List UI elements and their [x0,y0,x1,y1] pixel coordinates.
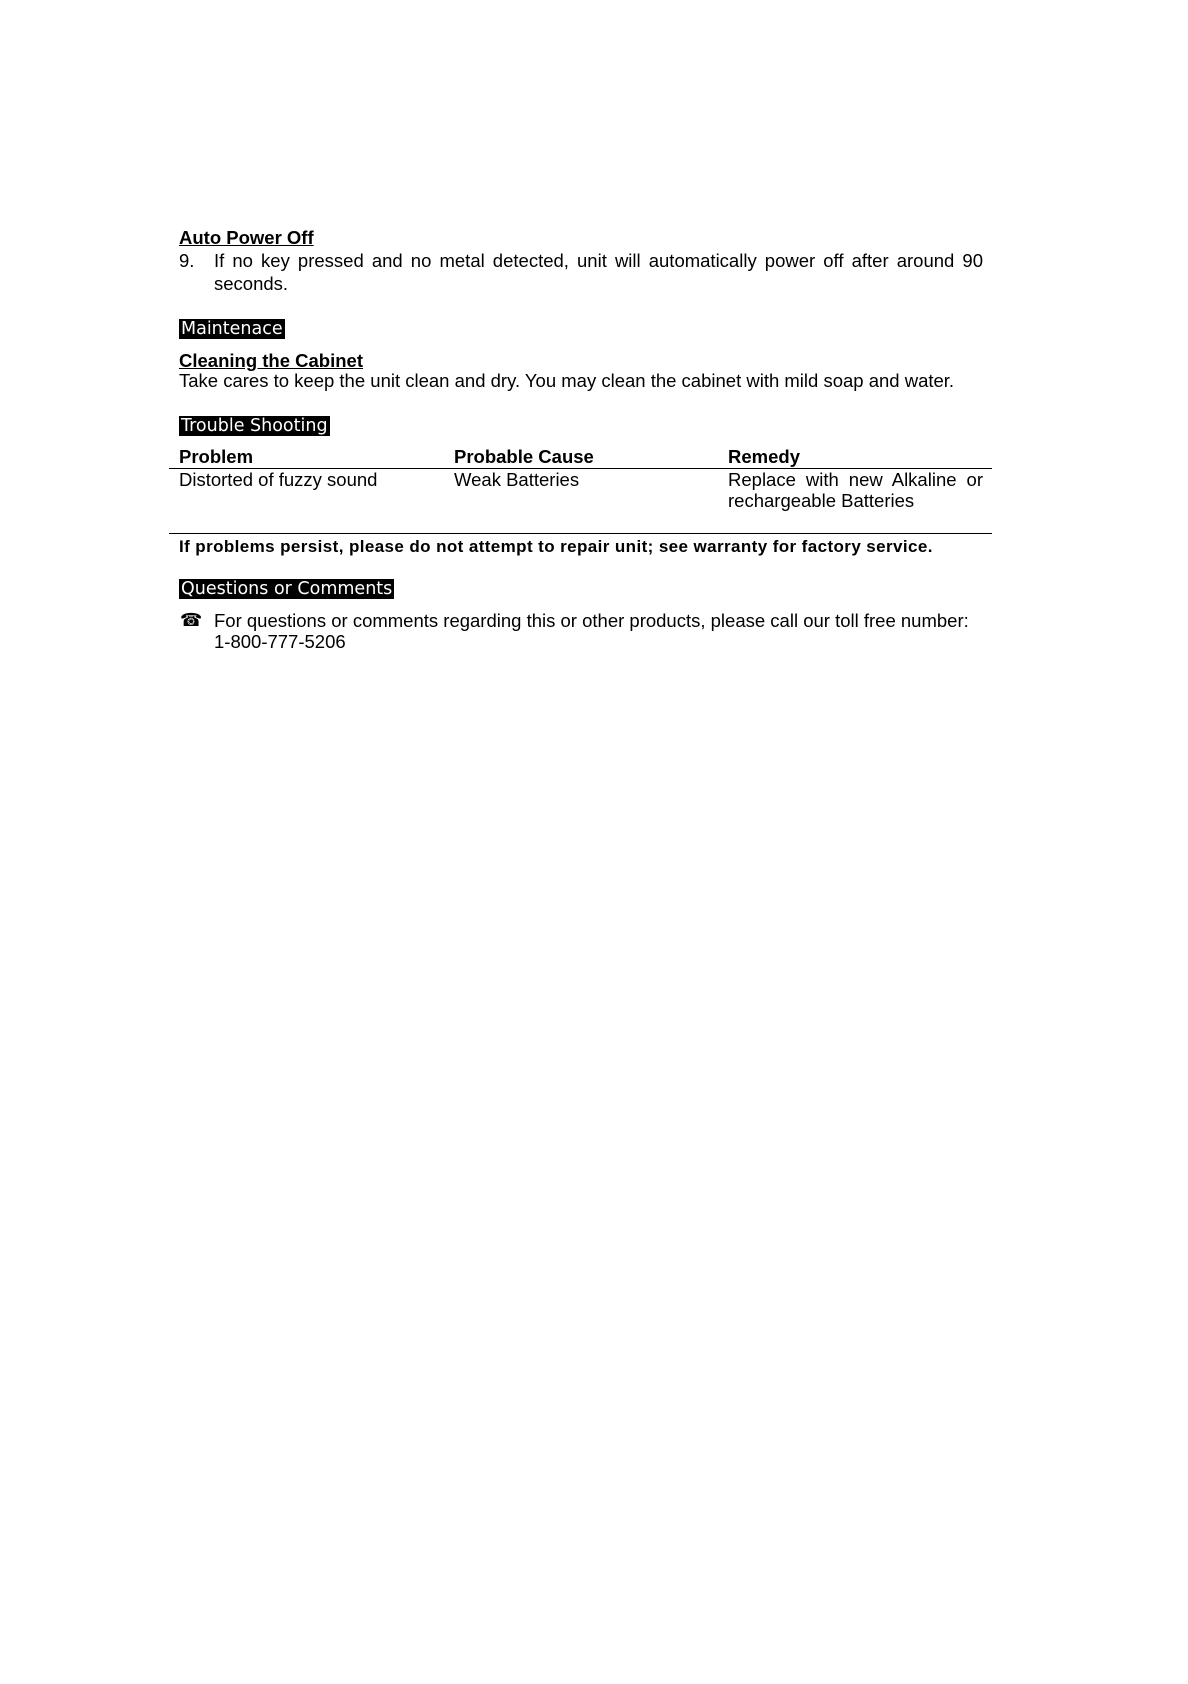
cell-remedy: Replace with new Alkaline or rechargeable Batteries [728,469,983,511]
section-label-questions: Questions or Comments [181,579,393,599]
table-row [169,469,992,534]
list-item-text: If no key pressed and no metal detected, unit will automatically power off after around 90 seconds. [214,250,983,294]
phone-number: 1-800-777-5206 [214,631,346,652]
cell-probable-cause: Weak Batteries [454,469,580,490]
telephone-icon [179,610,214,652]
list-item-number: 9. [179,250,195,271]
troubleshooting-table [169,446,992,534]
section-label-maintenance: Maintenace [181,319,283,339]
maintenance-section [179,317,285,339]
column-header-problem: Problem [179,446,254,467]
contact-text-block [214,610,983,652]
auto-power-off-heading: Auto Power Off [179,227,314,248]
warranty-note: If problems persist, please do not attempt to repair unit; see warranty for factory service. [179,537,933,556]
cleaning-text: Take cares to keep the unit clean and dry. You may clean the cabinet with mild soap and water. [179,370,955,391]
contact-item [179,610,983,652]
table-header-row [169,446,992,469]
column-header-probable-cause: Probable Cause [454,446,594,467]
column-header-remedy: Remedy [728,446,800,467]
questions-section [179,577,394,599]
list-item [179,250,983,295]
cleaning-heading: Cleaning the Cabinet [179,350,363,371]
section-label-troubleshooting: Trouble Shooting [181,416,328,436]
cell-problem: Distorted of fuzzy sound [179,469,378,490]
contact-text: For questions or comments regarding this or other products, please call our toll free number: [214,610,969,631]
troubleshooting-section [179,414,330,436]
